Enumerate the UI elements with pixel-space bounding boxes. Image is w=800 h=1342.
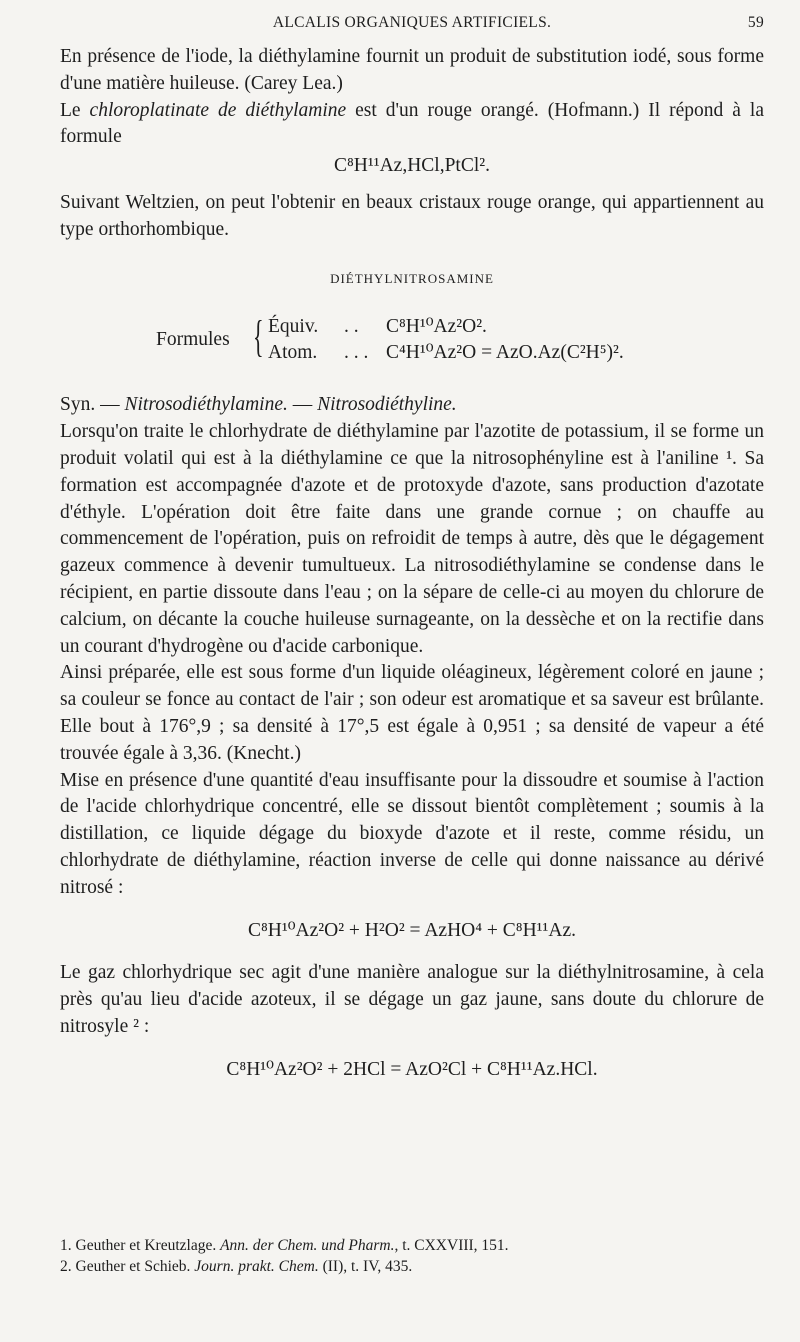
paragraph-gaz-chlorhydrique: Le gaz chlorhydrique sec agit d'une manière analogue sur la diéthylnitrosamine, à cela près qu'au lieu d'acide azoteux, il se dégage un gaz jaune, sans doute du chlorure de nitrosyle ² : bbox=[60, 962, 764, 1037]
paragraph-reaction: Mise en présence d'une quantité d'eau insuffisante pour la dissoudre et soumise à l'action de l'acide chlorhydrique concentré, elle se dissout bientôt complètement ; soumis à la distillation, ce liquide dégage du bioxyde d'azote et il reste, comme résidu, un chlorhydrate de diéthylamine, réaction inverse de celle qui donne naissance au dérivé nitrosé : bbox=[60, 769, 764, 898]
footnote-1 bbox=[60, 1235, 764, 1256]
formula-value: C⁴H¹⁰Az²O = AzO.Az(C²H⁵)². bbox=[386, 342, 624, 364]
paragraph-iode: En présence de l'iode, la diéthylamine fournit un produit de substitution iodé, sous forme d'une matière huileuse. (Carey Lea.) bbox=[60, 46, 764, 94]
syn-name-2: Nitrosodiéthyline. bbox=[317, 394, 457, 416]
synonyms-line bbox=[60, 392, 764, 419]
formula-chloroplatinate: C⁸H¹¹Az,HCl,PtCl². bbox=[334, 155, 490, 177]
syn-prefix: Syn. — bbox=[60, 394, 125, 416]
footnote-authors: Geuther et Schieb. bbox=[75, 1258, 191, 1275]
formula-row-equiv bbox=[268, 314, 487, 341]
formula-hydrolyse: C⁸H¹⁰Az²O² + H²O² = AzHO⁴ + C⁸H¹¹Az. bbox=[248, 919, 576, 941]
formula-row-atom bbox=[268, 340, 624, 367]
formula-nitrosyle: C⁸H¹⁰Az²O² + 2HCl = AzO²Cl + C⁸H¹¹Az.HCl. bbox=[226, 1058, 598, 1080]
formula-value: C⁸H¹⁰Az²O². bbox=[386, 316, 487, 338]
running-title: ALCALIS ORGANIQUES ARTIFICIELS. bbox=[272, 14, 552, 31]
syn-name-1: Nitrosodiéthylamine. bbox=[124, 394, 288, 416]
section-title: DIÉTHYLNITROSAMINE bbox=[330, 270, 494, 286]
formula-dots: . . bbox=[344, 316, 359, 338]
footnote-number: 2. bbox=[60, 1258, 72, 1275]
formules-block bbox=[60, 312, 764, 370]
footnote-journal: Ann. der Chem. und Pharm. bbox=[220, 1237, 395, 1254]
footnote-2 bbox=[60, 1256, 764, 1277]
paragraph-preparation: Lorsqu'on traite le chlorhydrate de diéthylamine par l'azotite de potassium, il se forme un produit volatil qui est à la diéthylamine ce que la nitrosophényline est à l'aniline ¹. Sa formation est accompagnée d'azote et de protoxyde d'azote, sans production d'azotate d'éthyle. L'opération doit être faite dans une grande cornue ; on chauffe au commencement de l'opération, puis on refroidit de temps à autre, dès que le dégagement gazeux commence à devenir tumultueux. La nitrosodiéthylamine se condense dans le récipient, en partie dissoute dans l'eau ; on la sépare de celle-ci au moyen du chlorure de calcium, on décante la couche huileuse surnageante, on la dessèche et on la rectifie dans un courant d'hydrogène ou d'acide carbonique. bbox=[60, 421, 764, 657]
brace-glyph: { bbox=[253, 312, 264, 362]
page-body bbox=[60, 44, 764, 1084]
formula-key: Équiv. bbox=[268, 316, 319, 338]
footnote-number: 1. bbox=[60, 1237, 72, 1254]
footnotes bbox=[60, 1235, 764, 1277]
paragraph-proprietes: Ainsi préparée, elle est sous forme d'un liquide oléagineux, légèrement coloré en jaune ; sa couleur se fonce au contact de l'air ; son odeur est aromatique et sa saveur est brûlante. Elle bout à 176°,9 ; sa densité à 17°,5 est égale à 0,951 ; sa densité de vapeur a été trouvée égale à 3,36. (Knecht.) bbox=[60, 662, 764, 764]
footnote-ref: , t. CXXVIII, 151. bbox=[394, 1237, 509, 1254]
page-number: 59 bbox=[747, 14, 764, 31]
formula-key: Atom. bbox=[268, 342, 318, 364]
text-run: est d'un rouge orangé. (Hofmann.) Il répond à la formule bbox=[60, 99, 764, 148]
footnote-ref: (II), t. IV, 435. bbox=[318, 1258, 413, 1275]
formules-label: Formules bbox=[156, 329, 230, 351]
footnote-authors: Geuther et Kreutzlage. bbox=[75, 1237, 217, 1254]
paragraph-chloroplatinate bbox=[60, 98, 764, 152]
footnote-journal: Journ. prakt. Chem. bbox=[194, 1258, 319, 1275]
italic-term: chloroplatinate de diéthylamine bbox=[89, 99, 347, 121]
formula-dots: . . . bbox=[344, 342, 369, 364]
paragraph-weltzien: Suivant Weltzien, on peut l'obtenir en beaux cristaux rouge orange, qui appartiennent au type orthorhombique. bbox=[60, 191, 764, 240]
syn-separator: — bbox=[287, 394, 318, 416]
running-head bbox=[60, 14, 764, 36]
text-run: Le bbox=[60, 99, 90, 121]
